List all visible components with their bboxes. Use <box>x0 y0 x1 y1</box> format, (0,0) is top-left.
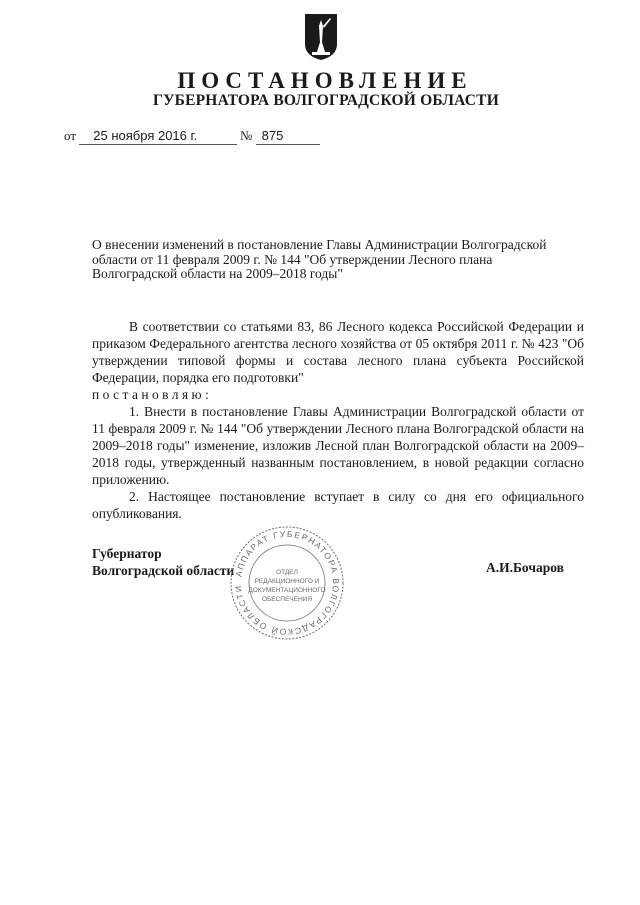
stamp-inner-line: РЕДАКЦИОННОГО И <box>254 578 320 585</box>
document-body <box>92 318 584 522</box>
date-value: 25 ноября 2016 г. <box>93 128 198 143</box>
preamble-paragraph: В соответствии со статьями 83, 86 Лесного кодекса Российской Федерации и приказом Федерального агентства лесного хозяйства от 05 октября 2011 г. № 423 "Об утверждении типовой формы и состава лесного плана субъекта Российской Федерации, порядка его подготовки" <box>92 319 584 385</box>
item-1-paragraph: 1. Внести в постановление Главы Администрации Волгоградской области от 11 февраля 2009 г. № 144 "Об утверждении Лесного плана Волгоградской области на 2009–2018 годы" изменение, изложив Лесной план Волгоградской области на 2009–2018 годы, утвержденный названным постановлением, в новой редакции согласно приложению. <box>92 404 584 487</box>
signatory-position <box>92 545 234 579</box>
subject-line: О внесении изменений в постановление Главы Администрации Волгоградской <box>92 237 547 252</box>
number-underline <box>256 128 320 145</box>
date-label: от <box>64 128 77 143</box>
number-label: № <box>240 128 253 143</box>
document-title: ПОСТАНОВЛЕНИЕ <box>177 68 473 93</box>
volgograd-coat-of-arms-icon <box>303 12 339 62</box>
item-2-paragraph: 2. Настоящее постановление вступает в силу со дня его официального опубликования. <box>92 489 584 521</box>
number-field <box>240 128 320 145</box>
signatory-name: А.И.Бочаров <box>486 560 564 575</box>
resolve-word: постановляю: <box>92 387 213 402</box>
subject-line: Волгоградской области на 2009–2018 годы" <box>92 266 343 281</box>
number-value: 875 <box>261 128 284 143</box>
official-stamp <box>228 524 346 642</box>
stamp-inner-line: ОБЕСПЕЧЕНИЯ <box>261 596 313 603</box>
document-issuer: ГУБЕРНАТОРА ВОЛГОГРАДСКОЙ ОБЛАСТИ <box>153 92 499 109</box>
stamp-outer-text: АППАРАТ ГУБЕРНАТОРА ВОЛГОГРАДСКОЙ ОБЛАСТИ <box>232 528 342 638</box>
document-subject <box>92 238 584 282</box>
date-field <box>64 128 237 145</box>
stamp-inner-line: ОТДЕЛ <box>276 569 298 576</box>
position-line: Губернатор <box>92 546 162 561</box>
stamp-inner-line: ДОКУМЕНТАЦИОННОГО <box>248 587 326 594</box>
position-line: Волгоградской области <box>92 563 235 578</box>
subject-line: области от 11 февраля 2009 г. № 144 "Об утверждении Лесного плана <box>92 251 493 267</box>
date-underline <box>79 128 237 145</box>
